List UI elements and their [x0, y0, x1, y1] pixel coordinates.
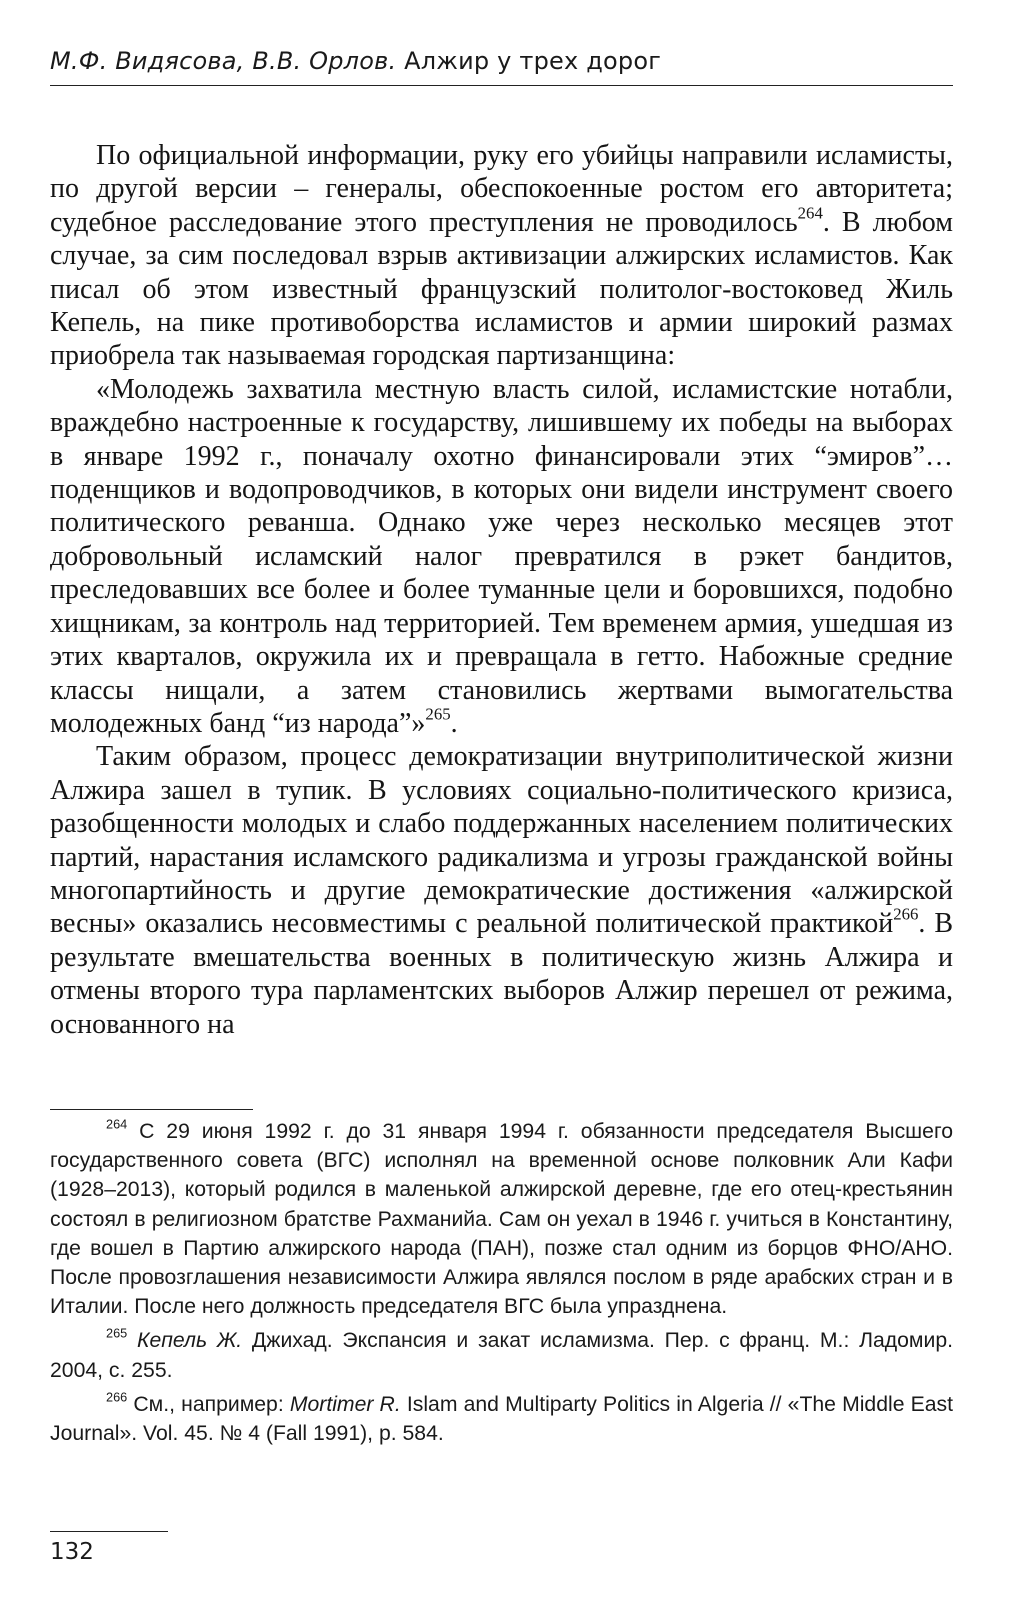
footnote-ref-266[interactable]: 266 — [893, 904, 919, 924]
paragraph-text: . В любом случае, за сим последовал взрыв активизации алжирских исламистов. Как писал об этом известный французский политолог-востоковед Жиль Кепель, на пике противоборства исламистов и армии широкий размах приобрела так называемая городская партизанщина: — [50, 206, 953, 372]
footnotes — [50, 1117, 953, 1453]
quote-text: «Молодежь захватила местную власть силой, исламистские нотабли, враждебно настроенные к государству, лишившему их победы на выборах в январе 1992 г., поначалу охотно финансировали этих “эмиров”… поденщиков и водопроводчиков, в которых они видели инструмент своего политического реванша. Однако уже через несколько месяцев этот добровольный исламский налог превратился в рэкет бандитов, преследовавших все более и более туманные цели и боровшихся, подобно хищникам, за контроль над территорией. Тем временем армия, ушедшая из этих кварталов, окружила их и превращала в гетто. Набожные средние классы нищали, а затем становились жертвами вымогательства молодежных банд “из народа”» — [50, 373, 953, 739]
header-rule — [50, 85, 953, 86]
footnote-author: Mortimer R. — [289, 1392, 401, 1416]
header-book-title: Алжир у трех дорог — [404, 47, 662, 75]
paragraph-text: По официальной информации, руку его убийцы направили исламисты, по другой версии – генералы, обеспокоенные ростом его авторитета; судебное расследование этого преступления не проводилось — [50, 140, 953, 238]
footnote-ref-264[interactable]: 264 — [797, 203, 823, 223]
footnote-separator — [50, 1109, 253, 1110]
paragraph-text: Таким образом, процесс демократизации внутриполитической жизни Алжира зашел в тупик. В условиях социально-политического кризиса, разобщенности молодых и слабо поддержанных населением политических партий, нарастания исламского радикализма и угрозы гражданской войны многопартийность и другие демократические достижения «алжирской весны» оказались несовместимы с реальной политической практикой — [50, 741, 953, 940]
paragraph-3 — [50, 740, 953, 1041]
footnote-265 — [50, 1326, 953, 1384]
footnote-text: Islam and Multiparty Politics in Algeria // «The Middle East Journal». Vol. 45. № 4 (Fall 1991), p. 584. — [50, 1392, 953, 1446]
footnote-number: 264 — [106, 1116, 128, 1132]
header-authors: М.Ф. Видясова, В.В. Орлов. — [50, 47, 397, 75]
page-number-rule — [50, 1531, 168, 1532]
page-number: 132 — [50, 1539, 94, 1565]
footnote-264 — [50, 1117, 953, 1321]
footnote-number: 266 — [106, 1389, 128, 1405]
footnote-text: Джихад. Экспансия и закат исламизма. Пер. с франц. М.: Ладомир. 2004, с. 255. — [50, 1329, 953, 1382]
paragraph-text: . В результате вмешательства военных в политическую жизнь Алжира и отмены второго тура парламентских выборов Алжир перешел от режима, основанного на — [50, 908, 953, 1040]
running-header — [50, 44, 953, 78]
footnote-lead: См., например: — [127, 1392, 290, 1416]
main-text — [50, 139, 953, 1041]
paragraph-text: . — [450, 707, 458, 739]
footnote-266 — [50, 1390, 953, 1448]
footnote-ref-265[interactable]: 265 — [425, 704, 451, 724]
paragraph-1 — [50, 139, 953, 373]
footnote-author: Кепель Ж. — [137, 1329, 243, 1353]
quote-paragraph — [50, 373, 953, 740]
footnote-text: С 29 июня 1992 г. до 31 января 1994 г. обязанности председателя Высшего государственного совета (ВГС) исполнял на временной основе полковник Али Кафи (1928–2013), который родился в маленькой алжирской деревне, где его отец-крестьянин состоял в религиозном братстве Рахманийа. Сам он уехал в 1946 г. учиться в Константину, где вошел в Партию алжирского народа (ПАН), позже стал одним из борцов ФНО/АНО. После провозглашения независимости Алжира являлся послом в ряде арабских стран и в Италии. После него должность председателя ВГС была упразднена. — [50, 1120, 953, 1319]
footnote-number: 265 — [106, 1325, 128, 1341]
